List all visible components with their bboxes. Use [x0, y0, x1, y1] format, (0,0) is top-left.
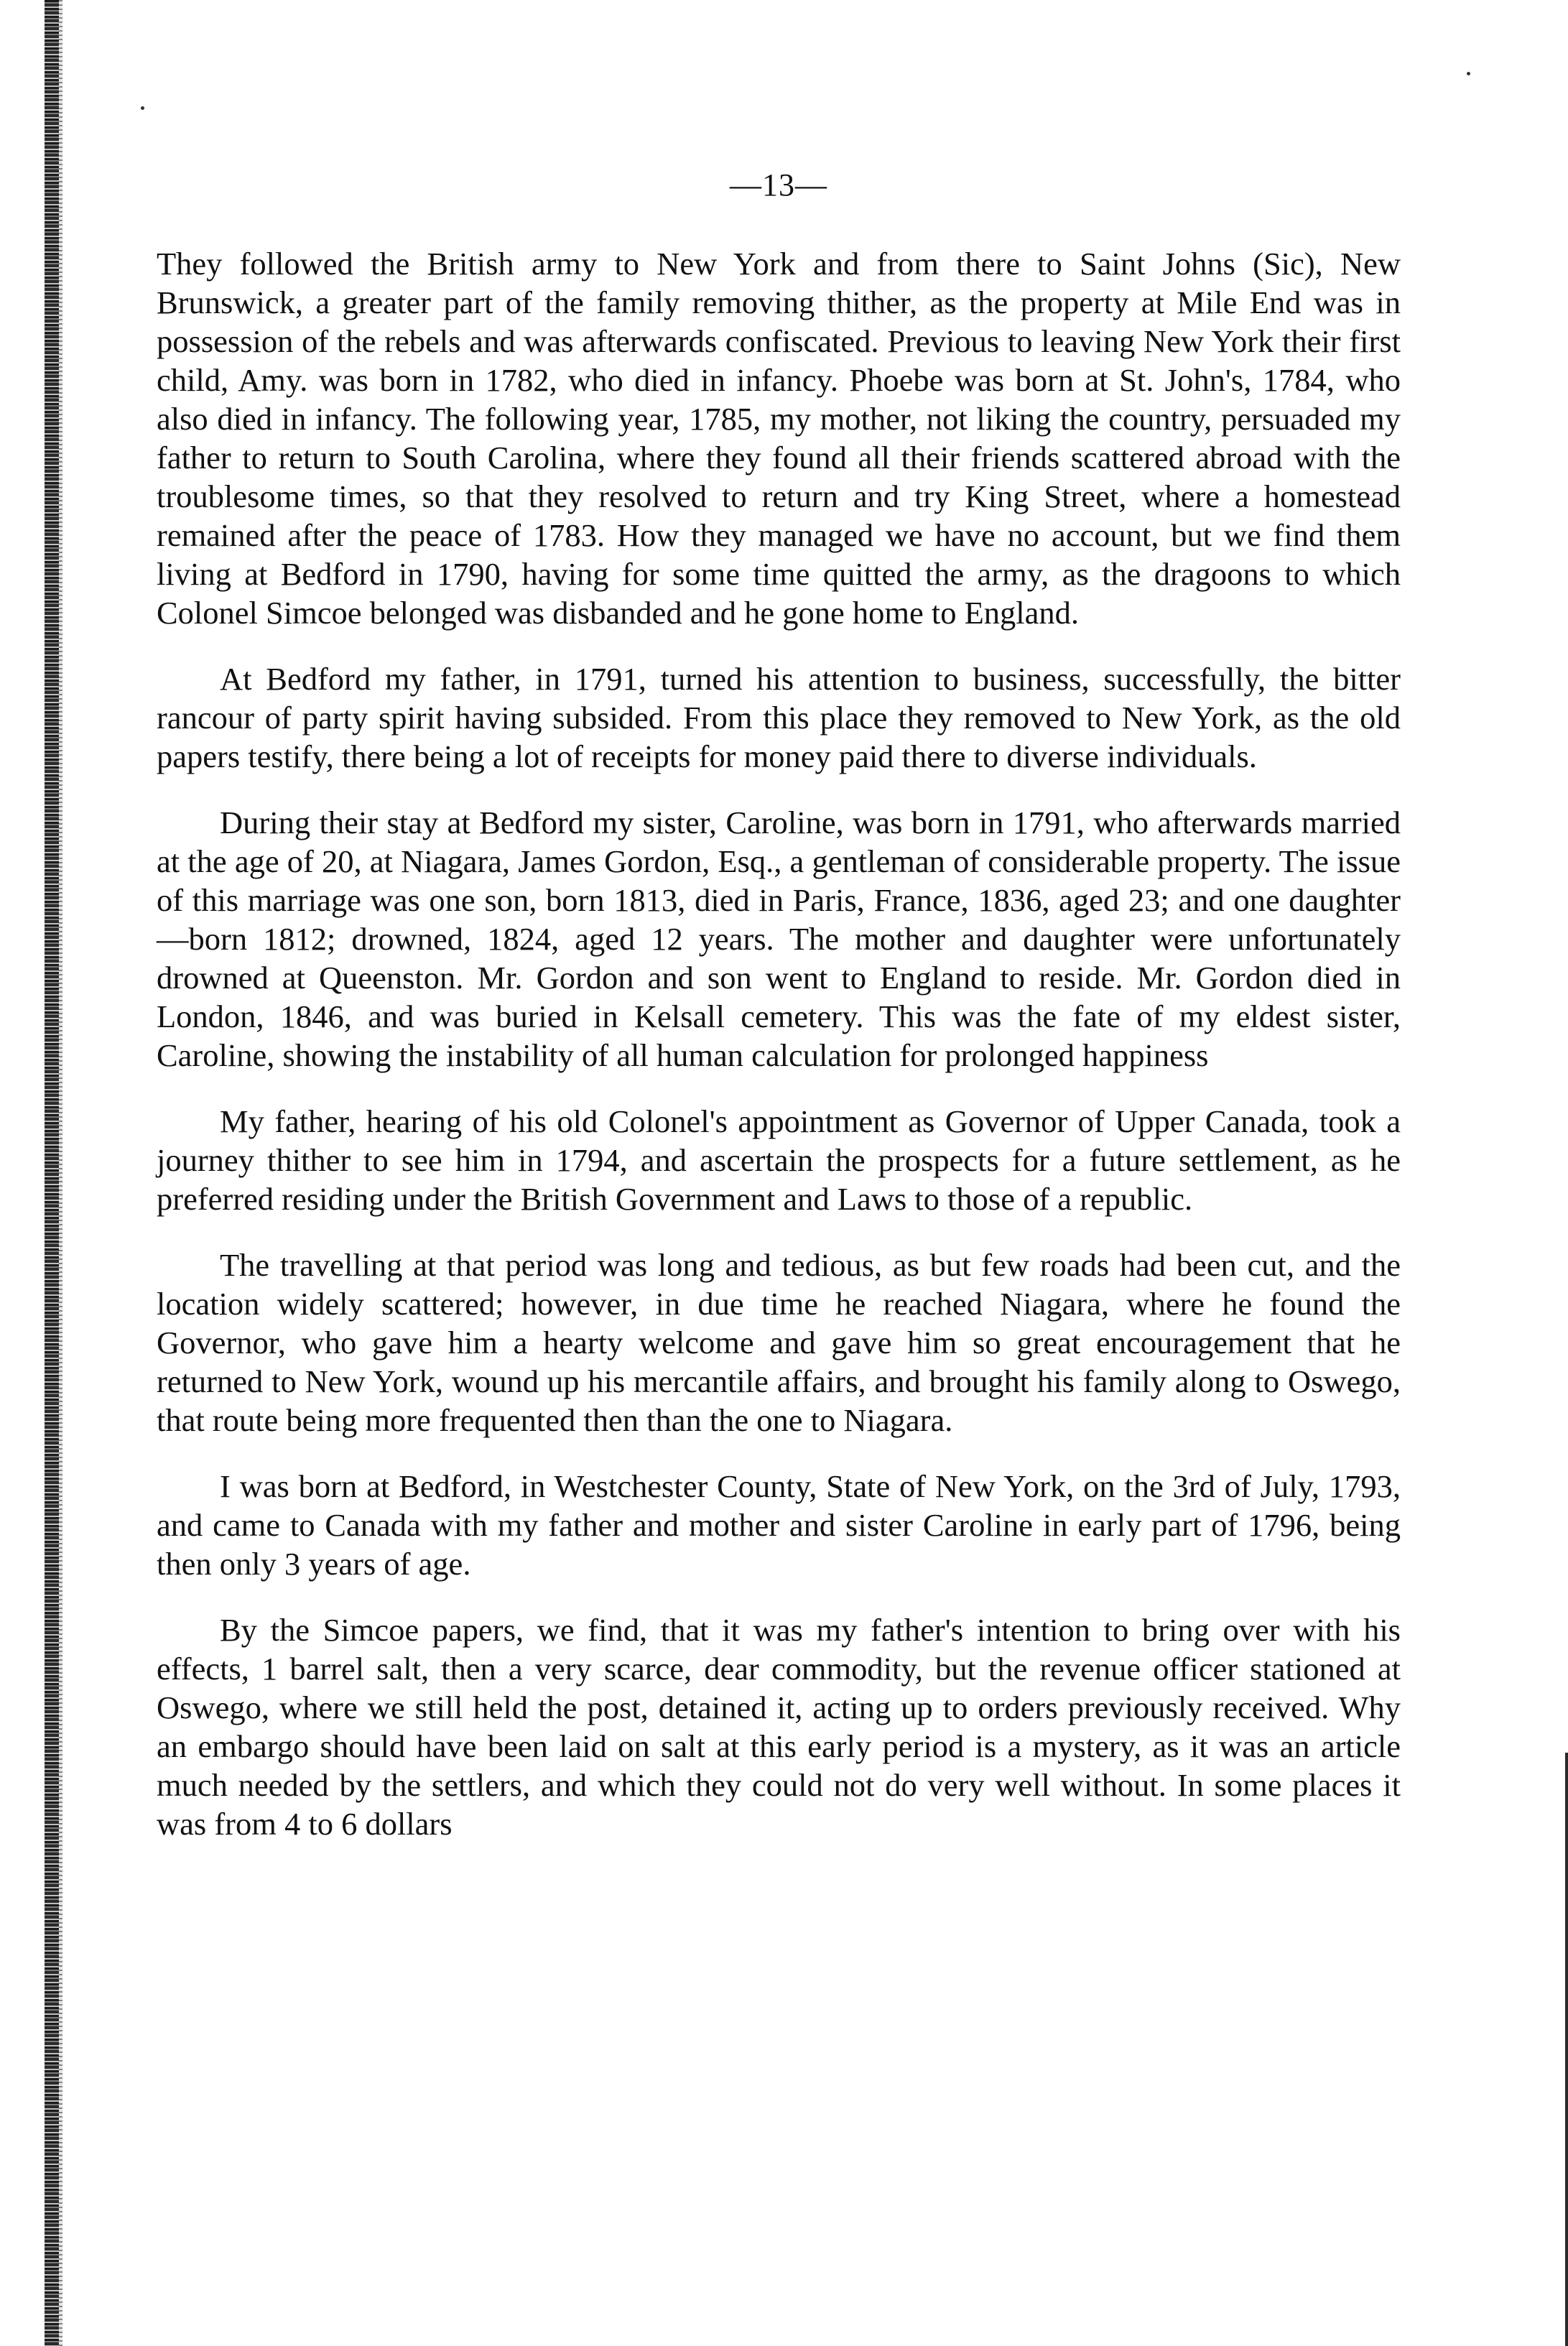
paragraph: At Bedford my father, in 1791, turned his attention to business, successfully, the bitter rancour of party spirit having subsided. From this place they removed to New York, as the old papers testify, there being a lot of receipts for money paid there to diverse individuals.: [157, 661, 1401, 774]
paragraph: They followed the British army to New York and from there to Saint Johns (Sic), New Brunswick, a greater part of the family removing thither, as the property at Mile End was in possession of the rebels and was afterwards confiscated. Previous to leaving New York their first child, Amy. was born in 1782, who died in infancy. Phoebe was born at St. John's, 1784, who also died in infancy. The following year, 1785, my mother, not liking the country, persuaded my father to return to South Carolina, where they found all their friends scattered abroad with the troublesome times, so that they resolved to return and try King Street, where a homestead remained after the peace of 1783. How they managed we have no account, but we find them living at Bedford in 1790, having for some time quitted the army, as the dragoons to which Colonel Simcoe belonged was disbanded and he gone home to England.: [157, 246, 1401, 631]
print-speck: [141, 106, 144, 110]
paragraph: I was born at Bedford, in Westchester County, State of New York, on the 3rd of July, 1793, and came to Canada with my father and mother and sister Caroline in early part of 1796, being then only 3 years of age.: [157, 1468, 1401, 1582]
paragraph: During their stay at Bedford my sister, Caroline, was born in 1791, who afterwards married at the age of 20, at Niagara, James Gordon, Esq., a gentleman of considerable property. The issue of this marriage was one son, born 1813, died in Paris, France, 1836, aged 23; and one daughter—born 1812; drowned, 1824, aged 12 years. The mother and daughter were unfortunately drowned at Queenston. Mr. Gordon and son went to England to reside. Mr. Gordon died in London, 1846, and was buried in Kelsall cemetery. This was the fate of my eldest sister, Caroline, showing the instability of all human calculation for prolonged happiness: [157, 805, 1401, 1073]
paragraph: My father, hearing of his old Colonel's appointment as Governor of Upper Canada, took a journey thither to see him in 1794, and ascertain the prospects for a future settlement, as he preferred residing under the British Government and Laws to those of a republic.: [157, 1103, 1401, 1217]
page-number: —13—: [730, 167, 827, 203]
paragraph: The travelling at that period was long and tedious, as but few roads had been cut, and the location widely scattered; however, in due time he reached Niagara, where he found the Governor, who gave him a hearty welcome and gave him so great encouragement that he returned to New York, wound up his mercantile affairs, and brought his family along to Oswego, that route being more frequented then than the one to Niagara.: [157, 1247, 1401, 1438]
paragraph: By the Simcoe papers, we find, that it was my father's intention to bring over with his effects, 1 barrel salt, then a very scarce, dear commodity, but the revenue officer stationed at Oswego, where we still held the post, detained it, acting up to orders previously received. Why an embargo should have been laid on salt at this early period is a mystery, as it was an article much needed by the settlers, and which they could not do very well without. In some places it was from 4 to 6 dollars: [157, 1612, 1401, 1842]
book-binding-edge: [45, 0, 59, 2346]
page-edge-shadow: [1565, 1753, 1568, 2346]
body-text: [157, 244, 1401, 1870]
print-speck: [1467, 72, 1470, 75]
book-binding-shadow: [59, 0, 62, 2346]
